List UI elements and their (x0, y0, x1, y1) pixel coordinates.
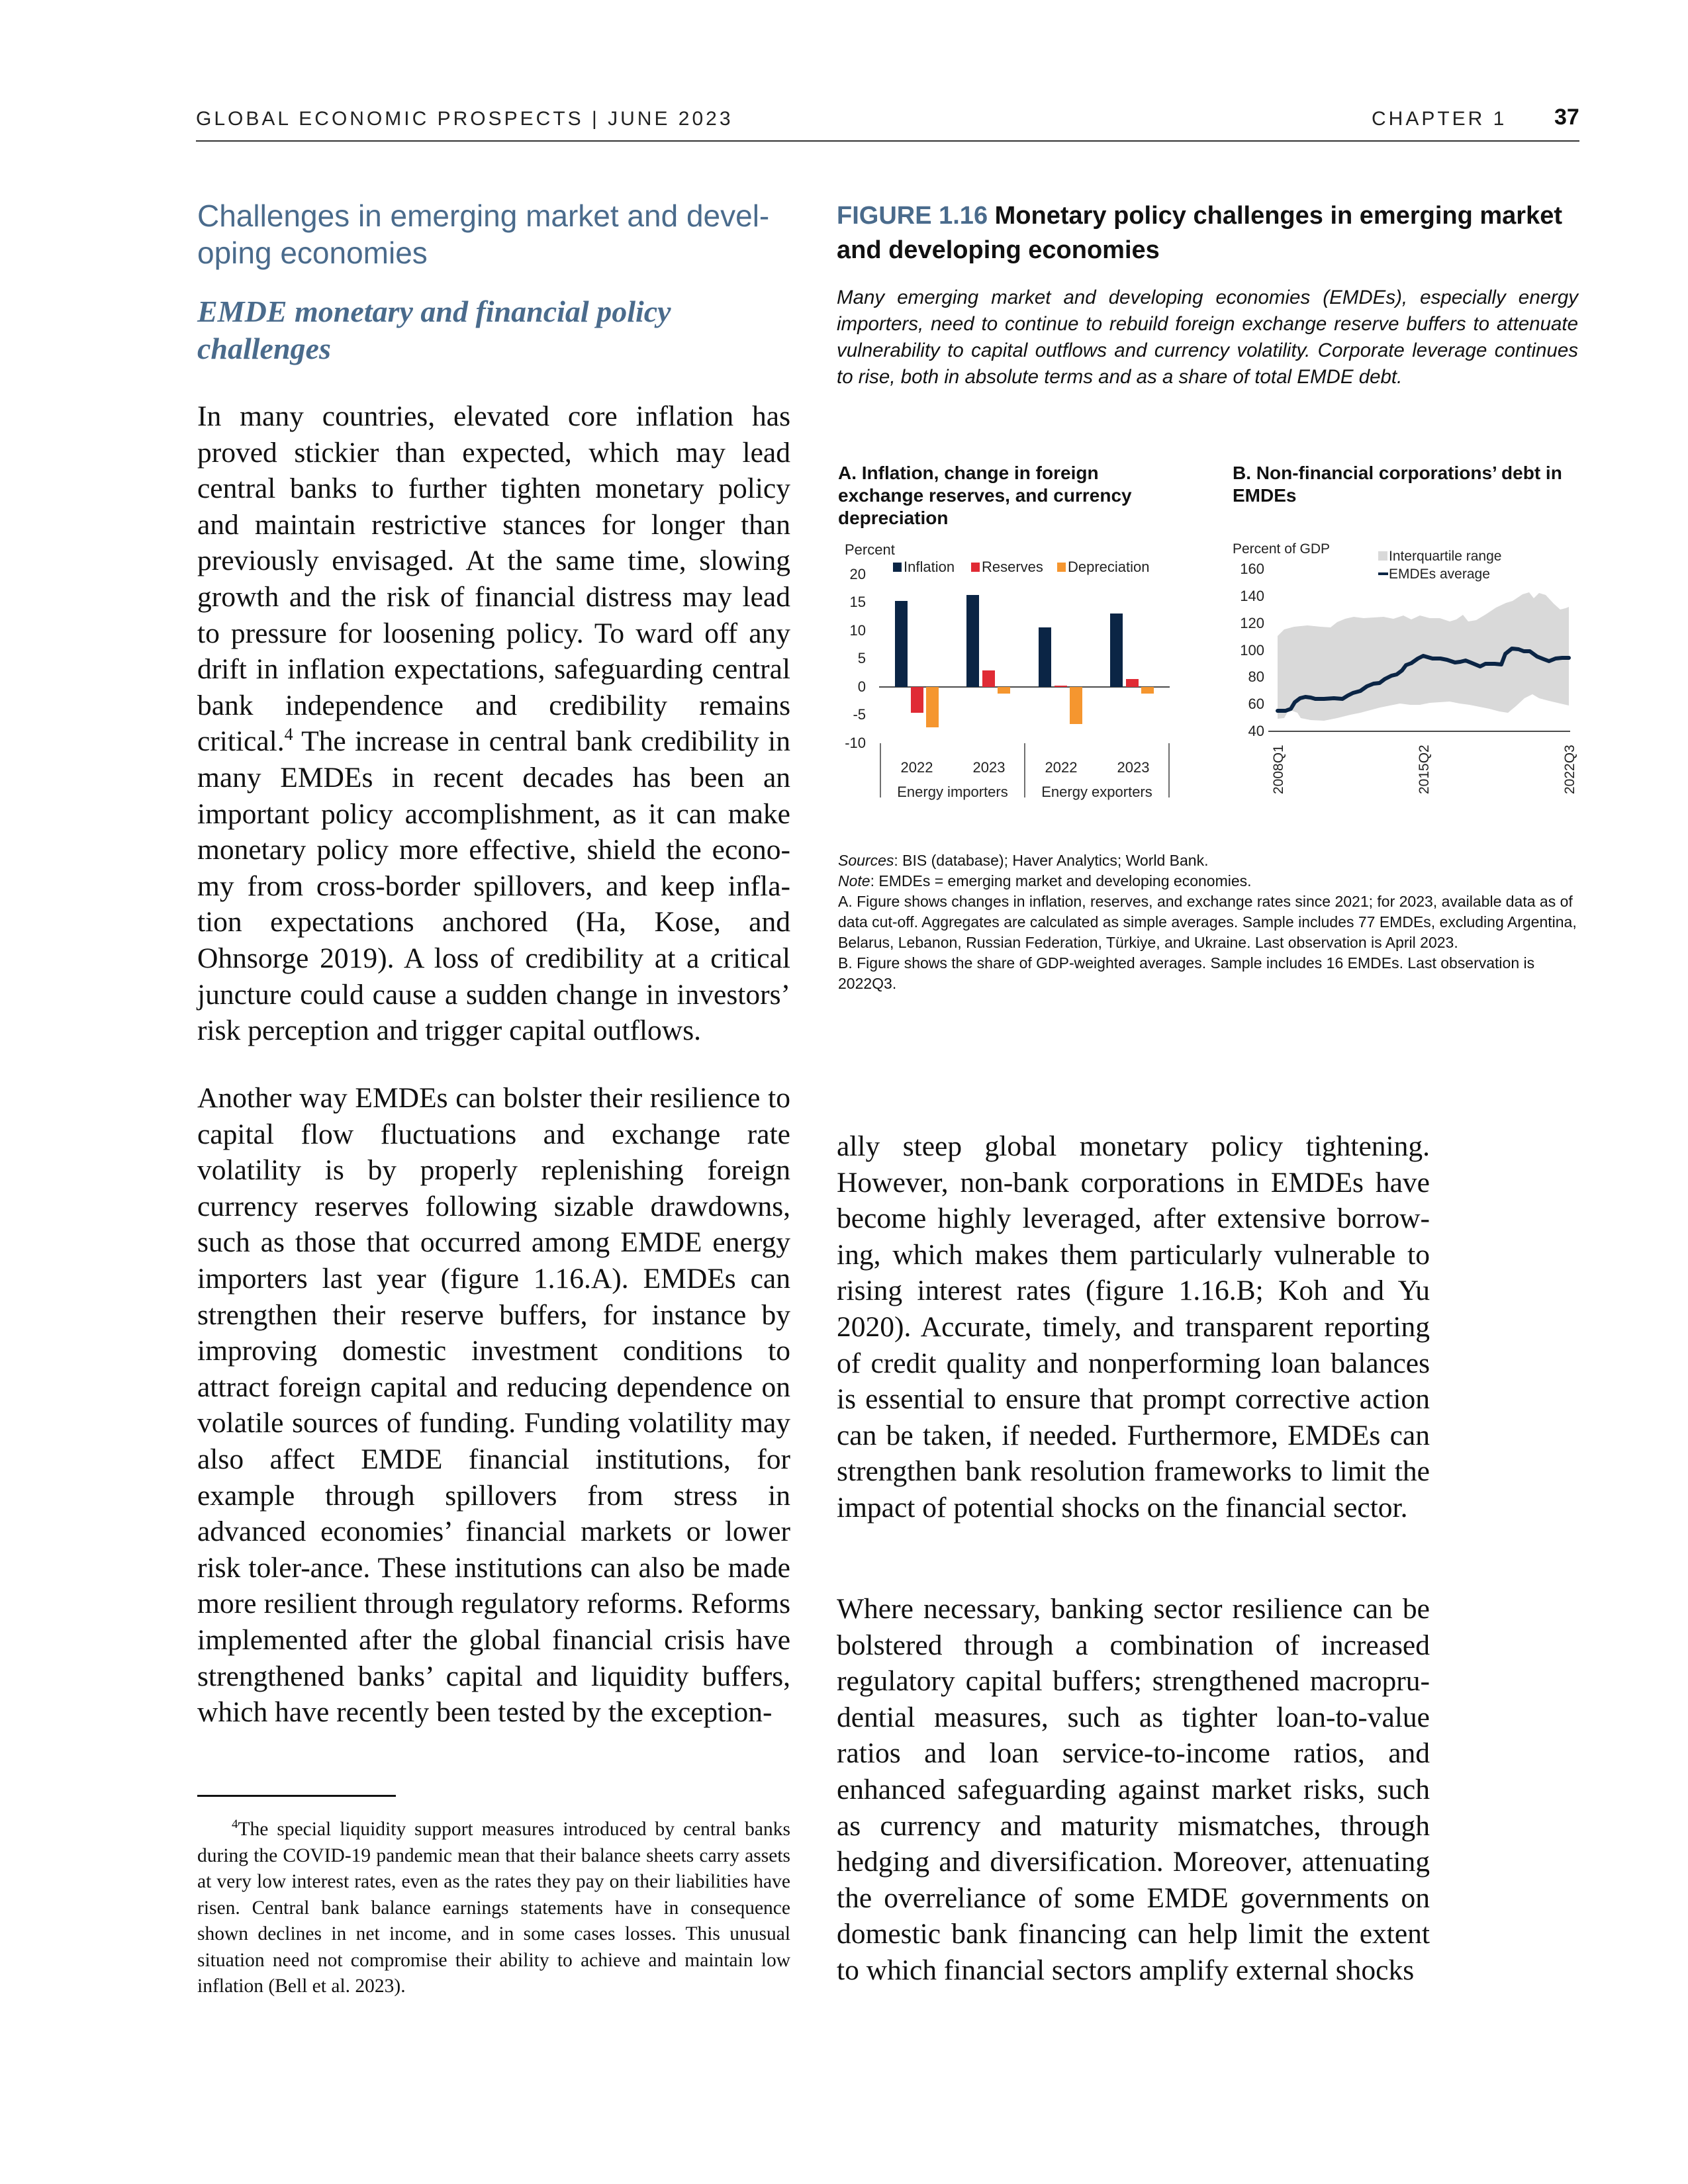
panel-b-y-axis (1240, 561, 1264, 739)
subsection-title: EMDE monetary and financial policy challenges (197, 295, 671, 365)
paragraph-3: ally steep global monetary policy tightening. However, non-bank corporations in EMDEs have become highly leveraged, after extensive borrow-ing, which makes them particularly vulnerable to rising interest rates (figure 1.16.B; Koh and Yu 2020). Accurate, timely, and transparent reporting of credit quality and nonperforming loan balances is essential to ensure that prompt corrective action can be taken, if needed. Furthermore, EMDEs can strengthen bank resolution frameworks to limit the impact of potential shocks on the financial sector. (837, 1130, 1430, 1524)
paragraph-1 (197, 398, 790, 1049)
panel-b-title: B. Non-financial corporations’ debt in EMDEs (1233, 463, 1562, 506)
figure-title-text: Monetary policy challenges in emerging market and developing economies (837, 202, 1563, 264)
footnote-4 (197, 1817, 790, 2000)
svg-text:Energy exporters: Energy exporters (1041, 784, 1152, 800)
sources-text: : BIS (database); Haver Analytics; World Bank. (894, 852, 1209, 869)
footnote-ref-4[interactable]: 4 (284, 725, 293, 745)
legend-label-inflation: Inflation (904, 559, 955, 575)
svg-text:2008Q1: 2008Q1 (1271, 745, 1286, 794)
panel-a-legend (893, 559, 1150, 575)
svg-text:20: 20 (849, 566, 866, 582)
legend-label-average: EMDEs average (1389, 567, 1490, 582)
svg-text:5: 5 (857, 650, 866, 666)
footnote-number: 4 (232, 1817, 238, 1831)
legend-swatch-reserves (971, 563, 980, 572)
svg-text:2023: 2023 (972, 759, 1006, 776)
paragraph-4: Where necessary, banking sector resilience can be bolstered through a combination of increased regulatory capital buffers; strengthened macropru-dential measures, such as tighter loan-to-value ratios and loan service-to-income ratios, and enhanced safeguarding against market risks, such as currency and maturity mismatches, through hedging and diversification. Moreover, attenuating the overreliance of some EMDE governments on domestic bank financing can help limit the extent to which financial sectors amplify external shocks (837, 1593, 1430, 1986)
panel-b-legend (1378, 549, 1501, 582)
legend-swatch-inflation (893, 563, 902, 572)
figure-sources (838, 850, 1579, 871)
figure-subtitle: Many emerging market and developing economies (EMDEs), especially energy importers, need to continue to rebuild foreign exchange reserve buffers to attenuate vulnerability to capital outflows and currency volatility. Corporate leverage continues to rise, both in absolute terms and as a share of total EMDE debt. (837, 287, 1578, 388)
figure-number: FIGURE 1.16 (837, 202, 988, 230)
legend-swatch-average (1378, 572, 1388, 575)
svg-text:-10: -10 (845, 735, 866, 751)
paragraph-1-part-a: In many countries, elevated core inflation has proved stickier than expected, which may lead central banks to further tighten monetary policy and maintain restrictive stances for longer than previously envisaged. At the same time, slowing growth and the risk of financial distress may lead to pressure for loosening policy. To ward off any drift in inflation expectations, safeguarding central bank independence and credibility remains critical. (197, 400, 790, 758)
figure-note-b: B. Figure shows the share of GDP-weighted averages. Sample includes 16 EMDEs. Last observation is 2022Q3. (838, 954, 1535, 992)
note-label: Note (838, 872, 870, 889)
footnote-text: The special liquidity support measures introduced by central banks during the COVID-19 pandemic mean that their balance sheets carry assets at very low interest rates, even as the rates they pay on their liabilities have risen. Central bank balance earnings statements have in consequence shown declines in net income, and in some cases losses. This unusual situation need not compromise their ability to achieve and maintain low inflation (Bell et al. 2023). (197, 1819, 790, 1997)
svg-text:15: 15 (849, 594, 866, 610)
svg-text:2022: 2022 (900, 759, 933, 776)
section-title: Challenges in emerging market and devel-oping economies (197, 199, 770, 270)
svg-text:10: 10 (849, 622, 866, 639)
svg-text:-5: -5 (853, 706, 866, 723)
figure-notes (838, 850, 1579, 994)
running-header-title: GLOBAL ECONOMIC PROSPECTS | JUNE 2023 (196, 108, 733, 130)
svg-text:Energy importers: Energy importers (897, 784, 1008, 800)
figure-note (838, 871, 1579, 891)
footnote-rule (197, 1795, 396, 1797)
svg-text:60: 60 (1248, 696, 1264, 712)
svg-text:100: 100 (1240, 642, 1264, 659)
legend-label-reserves: Reserves (982, 559, 1043, 575)
panel-a-ylabel: Percent (845, 541, 895, 558)
svg-text:120: 120 (1240, 615, 1264, 631)
figure-note-a: A. Figure shows changes in inflation, reserves, and exchange rates since 2021; for 2023, available data as of data cut-off. Aggregates are calculated as simple averages. Sample includes 77 EMDEs, excluding Argentina, Belarus, Lebanon, Russian Federation, Türkiye, and Ukraine. Last observation is April 2023. (838, 893, 1577, 951)
panel-a-y-axis (845, 566, 866, 751)
running-header-chapter: CHAPTER 1 (1372, 108, 1507, 130)
legend-label-interquartile: Interquartile range (1389, 549, 1502, 564)
svg-text:2015Q2: 2015Q2 (1417, 745, 1432, 794)
svg-text:2022Q3: 2022Q3 (1562, 745, 1577, 794)
svg-text:140: 140 (1240, 588, 1264, 604)
figure-title (837, 199, 1578, 267)
panel-a-bars (895, 595, 1154, 727)
paragraph-2: Another way EMDEs can bolster their resilience to capital flow fluctuations and exchange rate volatility is by properly replenishing foreign currency reserves following sizable drawdowns, such as those that occurred among EMDE energy importers last year (figure 1.16.A). EMDEs can strengthen their reserve buffers, for instance by improving domestic investment conditions to attract foreign capital and reducing dependence on volatile sources of funding. Funding volatility may also affect EMDE financial institutions, for example through spillovers from stress in advanced economies’ financial markets or lower risk toler-ance. These institutions can also be made more resilient through regulatory reforms. Reforms implemented after the global financial crisis have strengthened banks’ capital and liquidity buffers, which have recently been tested by the exception- (197, 1082, 790, 1729)
legend-swatch-depreciation (1057, 563, 1066, 572)
header-rule (196, 140, 1579, 142)
svg-text:40: 40 (1248, 723, 1264, 739)
panel-a-title: A. Inflation, change in foreign exchange reserves, and currency depreciation (838, 463, 1132, 528)
paragraph-1-part-b: The increase in central bank credibility in many EMDEs in recent decades has been an important policy accomplishment, as it can make monetary policy more effective, shield the econo-my from cross-border spillovers, and keep infla-tion expectations anchored (Ha, Kose, and Ohnsorge 2019). A loss of credibility at a critical juncture could cause a sudden change in investors’ risk perception and trigger capital outflows. (197, 725, 790, 1047)
sources-label: Sources (838, 852, 894, 869)
legend-swatch-interquartile (1378, 551, 1387, 561)
svg-text:80: 80 (1248, 668, 1264, 685)
note-text: : EMDEs = emerging market and developing economies. (870, 872, 1252, 889)
panel-b-x-axis (1271, 745, 1577, 794)
svg-text:2022: 2022 (1045, 759, 1078, 776)
svg-text:0: 0 (857, 678, 866, 695)
svg-text:160: 160 (1240, 561, 1264, 577)
panel-b-ylabel: Percent of GDP (1233, 541, 1331, 557)
svg-text:2023: 2023 (1117, 759, 1150, 776)
legend-label-depreciation: Depreciation (1068, 559, 1150, 575)
panel-a-bar-chart (835, 539, 1180, 804)
panel-b-line-chart (1231, 539, 1582, 817)
page-number: 37 (1554, 105, 1579, 130)
